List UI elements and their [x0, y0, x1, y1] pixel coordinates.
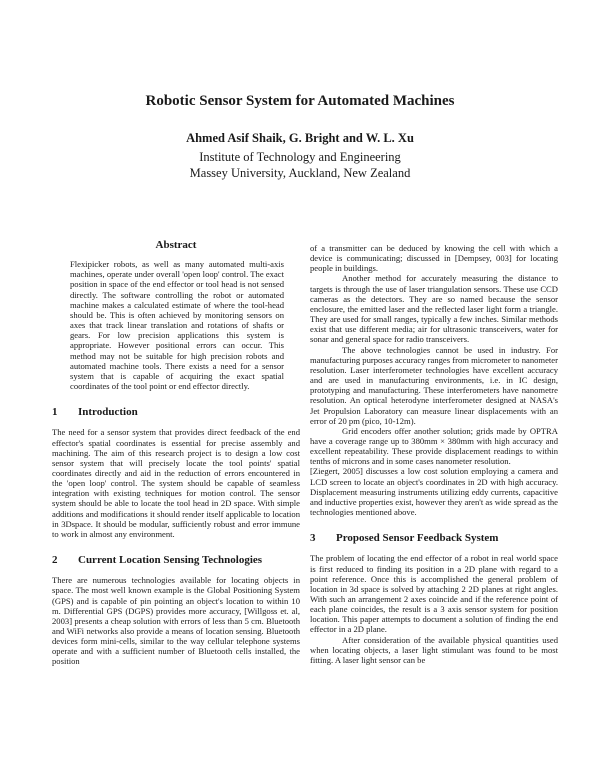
section-title: Proposed Sensor Feedback System [336, 532, 499, 545]
paragraph: The need for a sensor system that provides direct feedback of the end effector's spatial coordinates is essential for precise assembly and machining. The aim of this research project is to design a low cost sensor system that will precisely locate the tool points' spatial coordinates directly and aid in the reduction of errors encountered in the 'open loop' control. The system should be capable of seamless integration with existing techniques for motion control. The sensor system should be able to locate the tool head in 2D space. With simple additions and modifications it should render itself applicable to location in 3Dspace. It should be modular, sufficiently robust and error immune to work in almost any environment. [52, 427, 300, 539]
paper-authors: Ahmed Asif Shaik, G. Bright and W. L. Xu [186, 131, 414, 145]
abstract-heading: Abstract [155, 239, 197, 251]
section-number: 1 [52, 406, 58, 419]
paragraph: After consideration of the available physical quantities used when locating objects, a laser light stimulant was found to be most fitting. A laser light sensor can be [310, 634, 558, 665]
affiliation-university: Massey University, Auckland, New Zealand [189, 166, 411, 180]
right-column [310, 243, 558, 665]
section-number: 3 [310, 532, 316, 545]
paragraph: Grid encoders offer another solution; grids made by OPTRA have a coverage range up to 380mm × 380mm with high accuracy and excellent repeatability. These provide displacement readings to within tenths of microns and in some cases nanometer resolution. [310, 425, 558, 467]
paper-title: Robotic Sensor System for Automated Machines [145, 93, 455, 109]
section-2-heading [52, 555, 300, 565]
section-1-heading [52, 407, 300, 417]
abstract-text: Flexipicker robots, as well as many automated multi-axis machines, operate under overall 'open loop' control. The exact position in space of the end effector or tool head is not sensed directly. The software controlling the robot or automated machine makes a calculated estimate of where the tool-head should be. This is often achieved by monitoring sensors on axes that track linear translation and rotations of shafts or gears. For low precision applications this system is appropriate. However positional errors can occur. This method may not be suitable for high precision robots and automated machine tools. There exists a need for a sensor system that is capable of acquiring the exact spatial coordinates of the tool point or end effector directly. [70, 259, 284, 392]
affiliation-institute: Institute of Technology and Engineering [199, 150, 401, 164]
paragraph: of a transmitter can be deduced by knowing the cell with which a device is communicating; discussed in [Dempsey, 003] for locating people in buildings. [310, 243, 558, 274]
section-title: Current Location Sensing Technologies [78, 554, 263, 567]
paragraph: [Ziegert, 2005] discusses a low cost solution employing a camera and LCD screen to locate an object's coordinates in 2D with high accuracy. Displacement measuring instruments utilizing eddy currents, capacitive and inductive properties exist, however they aren't as wide spread as the technologies mentioned above. [310, 466, 558, 518]
section-title: Introduction [78, 406, 138, 419]
paragraph: The problem of locating the end effector of a robot in real world space is first reduced to finding its position in a 2D plane with regard to a point reference. Once this is accomplished the general problem of location in 3d space is solved by attaching 2 2D planes at right angles. With such an arrangement 2 axes coincide and if the reference point of each plane coincides, the result is a 3 axis sensor system for position location. This paper attempts to document a solution of finding the end effector in a 2D plane. [310, 553, 558, 635]
paragraph: The above technologies cannot be used in industry. For manufacturing purposes accuracy ranges from micrometer to nanometer resolution. Laser interferometer technologies have excellent accuracy and are used in manufacturing environments, i.e. in IC design, prototyping and manufacturing. These interferometers have nanometre resolution. An optical heterodyne interferometer designed at NASA's Jet Propulsion Laboratory can measure linear displacements with an error of 20 pm (pico, 10-12m). [310, 344, 558, 426]
section-3-heading [310, 533, 558, 543]
left-column [52, 240, 300, 667]
paragraph: There are numerous technologies available for locating objects in space. The most well known example is the Global Positioning System (GPS) and is capable of pin pointing an object's location to within 10 m. Differential GPS (DGPS) provides more accuracy, [Willgoss et. al, 2003] presents a cheap solution with errors of less than 5 cm. Bluetooth and WiFi networks also provide a means of location sensing. Bluetooth devices form mini-cells, similar to the way cellular telephone systems operate and with a sufficient number of Bluetooth cells installed, the position [52, 575, 300, 667]
paragraph: Another method for accurately measuring the distance to targets is through the use of laser triangulation sensors. These use CCD cameras as the detectors. They are so named because the sensor enclosure, the emitted laser and the reflected laser light form a triangle. They are used for small ranges, typically a few inches. Similar methods exist that use different media; air for ultrasonic transceivers, water for sonar and general space for radio transceivers. [310, 273, 558, 345]
section-number: 2 [52, 554, 58, 567]
